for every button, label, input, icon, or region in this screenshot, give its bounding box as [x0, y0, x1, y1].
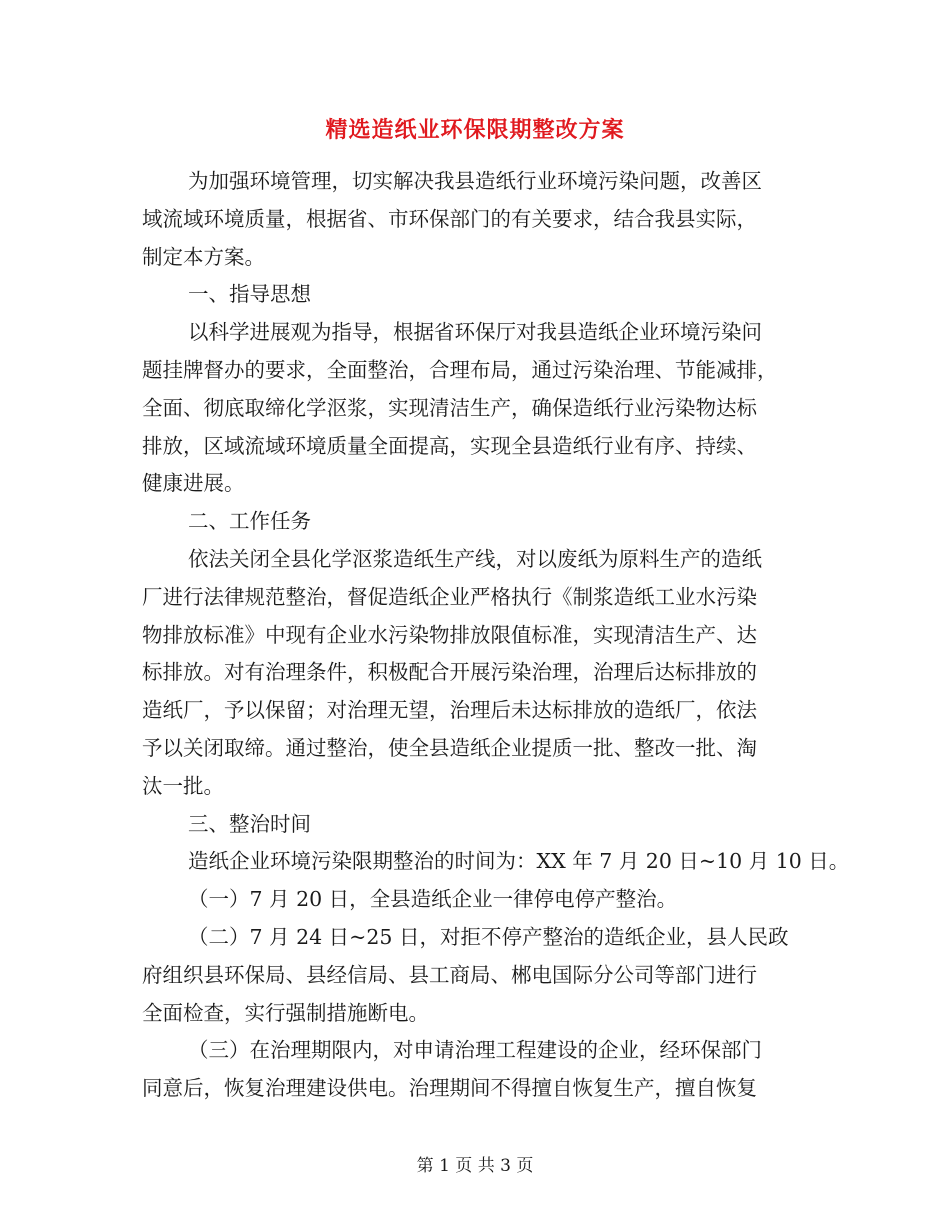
paragraph-line: 制定本方案。 — [142, 244, 265, 269]
paragraph-line: 造纸企业环境污染限期整治的时间为：XX 年 7 月 20 日~10 月 10 日。 — [188, 849, 850, 874]
paragraph-line: 标排放。对有治理条件，积极配合开展污染治理，治理后达标排放的 — [142, 660, 757, 685]
paragraph-line: 府组织县环保局、县经信局、县工商局、郴电国际分公司等部门进行 — [142, 962, 757, 987]
paragraph-line: （一）7 月 20 日，全县造纸企业一律停电停产整治。 — [188, 887, 678, 912]
paragraph-line: 依法关闭全县化学沤浆造纸生产线，对以废纸为原料生产的造纸 — [188, 546, 762, 571]
paragraph-line: 物排放标准》中现有企业水污染物排放限值标准，实现清洁生产、达 — [142, 622, 757, 647]
paragraph-line: （二）7 月 24 日~25 日，对拒不停产整治的造纸企业，县人民政 — [188, 924, 789, 949]
page-footer: 第 1 页 共 3 页 — [416, 1156, 534, 1176]
paragraph-line: 为加强环境管理，切实解决我县造纸行业环境污染问题，改善区 — [188, 169, 762, 193]
paragraph-line: 健康进展。 — [142, 471, 245, 496]
section-heading: 三、整治时间 — [188, 811, 311, 836]
paragraph-line: 予以关闭取缔。通过整治，使全县造纸企业提质一批、整改一批、淘 — [142, 735, 757, 760]
paragraph-line: 全面、彻底取缔化学沤浆，实现清洁生产，确保造纸行业污染物达标 — [142, 395, 757, 420]
paragraph-line: 汰一批。 — [142, 773, 224, 798]
section-heading: 一、指导思想 — [188, 282, 311, 307]
paragraph-line: 全面检查，实行强制措施断电。 — [142, 1000, 429, 1025]
document-body — [142, 163, 850, 1108]
paragraph-line: （三）在治理期限内，对申请治理工程建设的企业，经环保部门 — [188, 1038, 762, 1063]
paragraph-line: 域流域环境质量，根据省、市环保部门的有关要求，结合我县实际， — [142, 206, 757, 231]
paragraph-line: 排放，区域流域环境质量全面提高，实现全县造纸行业有序、持续、 — [142, 433, 757, 458]
paragraph-line: 厂进行法律规范整治，督促造纸企业严格执行《制浆造纸工业水污染 — [142, 584, 757, 609]
paragraph-line: 同意后，恢复治理建设供电。治理期间不得擅自恢复生产，擅自恢复 — [142, 1076, 757, 1101]
paragraph-line: 题挂牌督办的要求，全面整治，合理布局，通过污染治理、节能减排， — [142, 357, 778, 382]
paragraph-line: 以科学进展观为指导，根据省环保厅对我县造纸企业环境污染问 — [188, 320, 762, 345]
paragraph-line: 造纸厂，予以保留；对治理无望，治理后未达标排放的造纸厂，依法 — [142, 698, 757, 723]
document-title: 精选造纸业环保限期整改方案 — [325, 117, 625, 143]
section-heading: 二、工作任务 — [188, 509, 311, 534]
